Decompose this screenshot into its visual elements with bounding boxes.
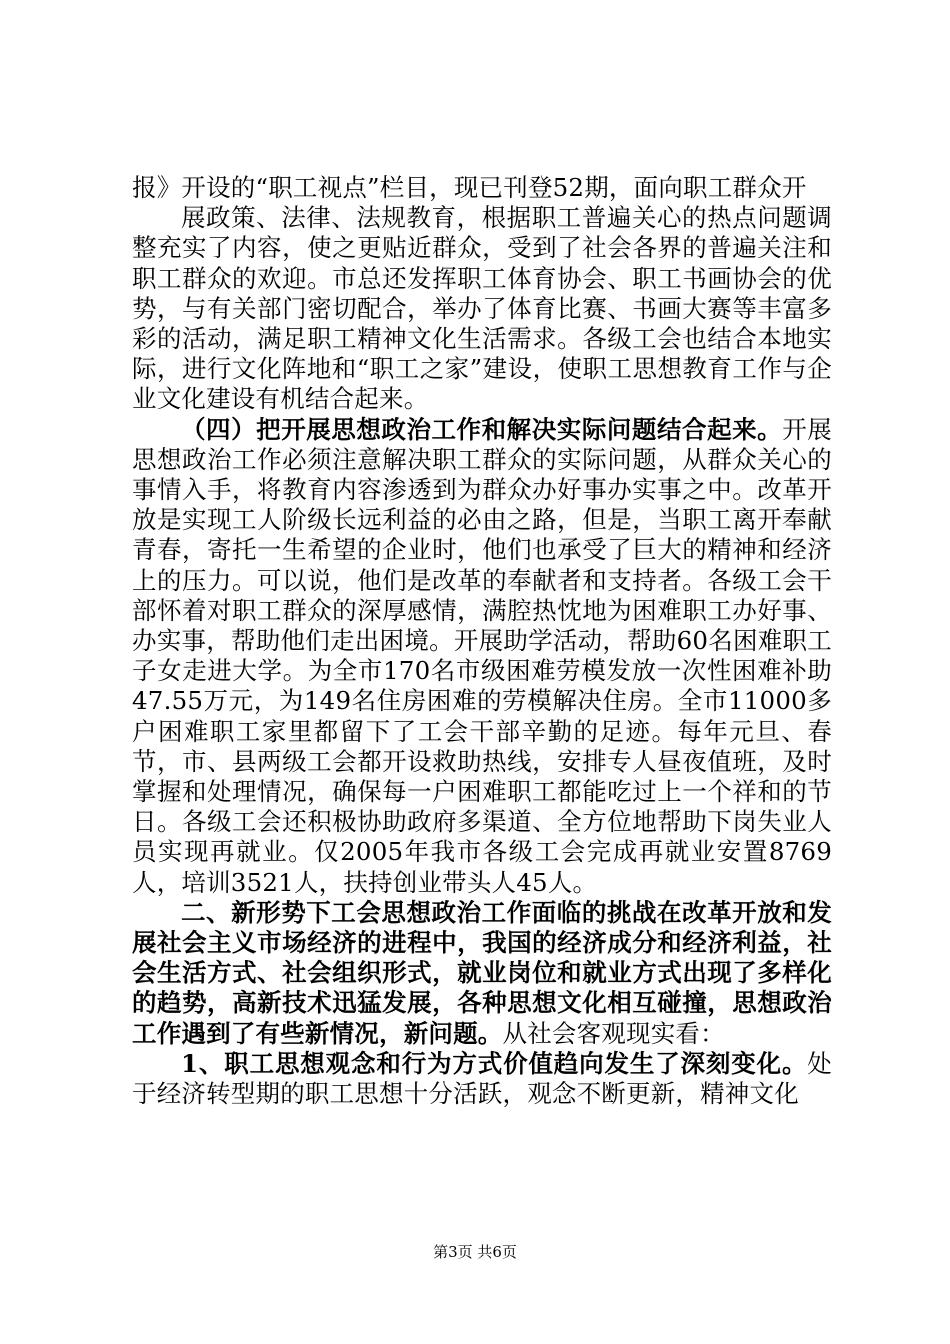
paragraph-2 [132,203,832,414]
paragraph-2-text: 展政策、法律、法规教育，根据职工普遍关心的热点问题调整充实了内容，使之更贴近群众，受到了社会各界的普遍关注和职工群众的欢迎。市总还发挥职工体育协会、职工书画协会的优势，与有关部门密切配合，举办了体育比赛、书画大赛等丰富多彩的活动，满足职工精神文化生活需求。各级工会也结合本地实际，进行文化阵地和“职工之家”建设，使职工思想教育工作与企业文化建设有机结合起来。 [132,203,832,414]
section-two-heading: 二、新形势下工会思想政治工作面临的挑战在改革开放和发展社会主义市场经济的进程中，我国的经济成分和经济利益，社会生活方式、社会组织形式，就业岗位和就业方式出现了多样化的趋势，高新技术迅猛发展，各种思想文化相互碰撞，思想政治工作遇到了有些新情况，新问题。 [132,897,832,1048]
paragraph-4 [132,898,832,1049]
paragraph-5-heading: 1、职工思想观念和行为方式价值趋向发生了深刻变化。 [181,1048,808,1078]
paragraph-5-text: 处于经济转型期的职工思想十分活跃，观念不断更新，精神文化 [132,1048,832,1109]
paragraph-1-text: 报》开设的“职工视点”栏目，现已刊登52期，面向职工群众开 [132,173,807,202]
page-footer [0,1242,950,1262]
paragraph-1 [132,173,832,203]
paragraph-3-text: 开展思想政治工作必须注意解决职工群众的实际问题，从群众关心的事情入手，将教育内容渗透到为群众办好事办实事之中。改革开放是实现工人阶级长远利益的必由之路，但是，当职工离开奉献青春，寄托一生希望的企业时，他们也承受了巨大的精神和经济上的压力。可以说，他们是改革的奉献者和支持者。各级工会干部怀着对职工群众的深厚感情，满腔热忱地为困难职工办好事、办实事，帮助他们走出困境。开展助学活动，帮助60名困难职工子女走进大学。为全市170名市级困难劳模发放一次性困难补助47.55万元，为149名住房困难的劳模解决住房。全市11000多户困难职工家里都留下了工会干部辛勤的足迹。每年元旦、春节，市、县两级工会都开设救助热线，安排专人昼夜值班，及时掌握和处理情况，确保每一户困难职工都能吃过上一个祥和的节日。各级工会还积极协助政府多渠道、全方位地帮助下岗失业人员实现再就业。仅2005年我市各级工会完成再就业安置8769人，培训3521人，扶持创业带头人45人。 [132,414,832,897]
paragraph-3-heading: （四）把开展思想政治工作和解决实际问题结合起来。 [181,414,783,444]
page-number: 第3页 共6页 [433,1243,517,1261]
paragraph-4-text: 从社会客观现实看： [502,1018,725,1048]
paragraph-5 [132,1049,832,1109]
paragraph-3 [132,415,832,898]
document-body [132,173,832,1109]
